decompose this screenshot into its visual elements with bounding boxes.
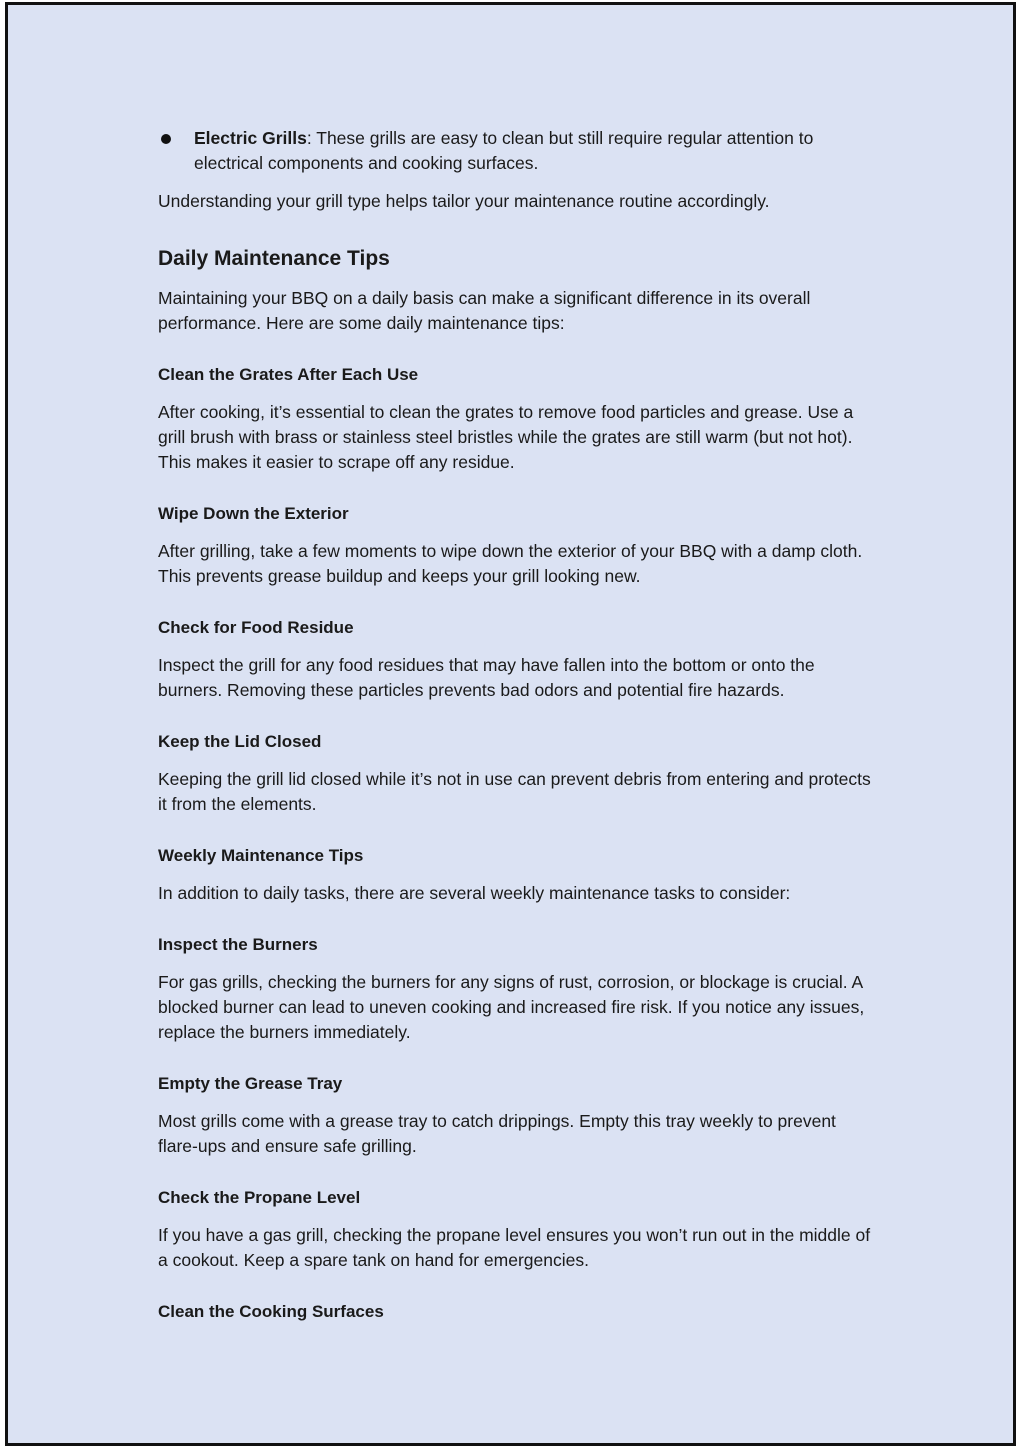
daily-tip: [158, 362, 878, 475]
tip-text: After cooking, it’s essential to clean the grates to remove food particles and grease. Use a grill brush with brass or stainless steel bristles while the grates are still warm (but not hot). This makes it easier to scrape off any residue.: [158, 402, 854, 472]
tip-text: Most grills come with a grease tray to catch drippings. Empty this tray weekly to prevent flare-ups and ensure safe grilling.: [158, 1111, 836, 1156]
tip-title: Wipe Down the Exterior: [158, 504, 349, 523]
daily-intro: Maintaining your BBQ on a daily basis can make a significant difference in its overall performance. Here are some daily maintenance tips:: [158, 288, 811, 333]
weekly-heading: Weekly Maintenance Tips: [158, 846, 364, 865]
tip-text: Inspect the grill for any food residues that may have fallen into the bottom or onto the burners. Removing these particles prevents bad odors and potential fire hazards.: [158, 655, 815, 700]
tip-text: For gas grills, checking the burners for any signs of rust, corrosion, or blockage is crucial. A blocked burner can lead to uneven cooking and increased fire risk. If you notice any issues, replace the burners immediately.: [158, 972, 865, 1042]
understanding-paragraph: Understanding your grill type helps tailor your maintenance routine accordingly.: [158, 191, 770, 211]
bullet-dot-icon: [161, 134, 171, 144]
document-content: [158, 126, 878, 1324]
tip-title: Check the Propane Level: [158, 1188, 361, 1207]
bullet-term: Electric Grills: [194, 128, 307, 148]
tip-title: Clean the Cooking Surfaces: [158, 1302, 384, 1321]
weekly-tip: [158, 1071, 878, 1159]
weekly-intro: In addition to daily tasks, there are several weekly maintenance tasks to consider:: [158, 883, 791, 903]
tip-title: Check for Food Residue: [158, 618, 354, 637]
weekly-tip: [158, 932, 878, 1045]
weekly-section: [158, 843, 878, 906]
weekly-tip: [158, 1185, 878, 1273]
weekly-tip: [158, 1299, 878, 1324]
tip-text: After grilling, take a few moments to wipe down the exterior of your BBQ with a damp cloth. This prevents grease buildup and keeps your grill looking new.: [158, 541, 863, 586]
tip-title: Keep the Lid Closed: [158, 732, 322, 751]
tip-title: Empty the Grease Tray: [158, 1074, 343, 1093]
tip-text: If you have a gas grill, checking the propane level ensures you won’t run out in the middle of a cookout. Keep a spare tank on hand for emergencies.: [158, 1225, 871, 1270]
document-page: [5, 2, 1016, 1446]
bullet-text: : These grills are easy to clean but still require regular attention to electrical components and cooking surfaces.: [194, 128, 814, 173]
tip-title: Inspect the Burners: [158, 935, 318, 954]
daily-tip: [158, 615, 878, 703]
daily-heading: Daily Maintenance Tips: [158, 247, 390, 270]
daily-tip: [158, 501, 878, 589]
tip-title: Clean the Grates After Each Use: [158, 365, 419, 384]
daily-tip: [158, 729, 878, 817]
tip-text: Keeping the grill lid closed while it’s not in use can prevent debris from entering and protects it from the elements.: [158, 769, 871, 814]
bullet-item-electric-grills: [158, 126, 878, 176]
